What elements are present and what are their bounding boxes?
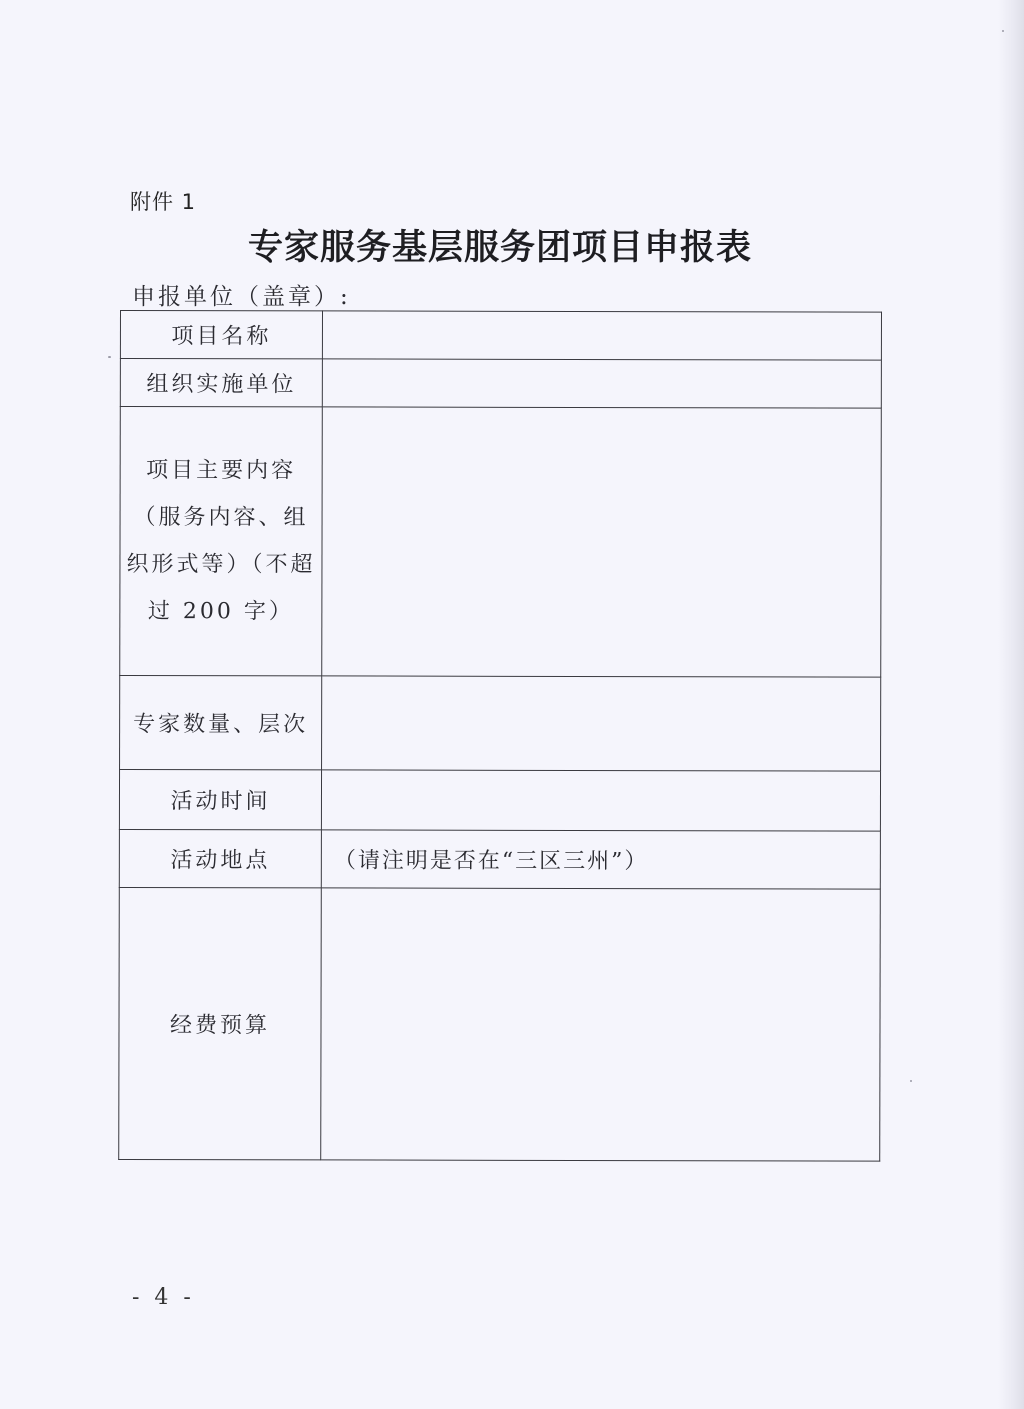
page-edge [998, 0, 1024, 1409]
table-row [119, 770, 880, 832]
scan-speck [1002, 30, 1004, 32]
table-row [120, 311, 881, 361]
document-title: 专家服务基层服务团项目申报表 [247, 227, 752, 268]
scan-speck [108, 356, 111, 358]
budget-field[interactable] [321, 888, 881, 1161]
attachment-label: 附件 1 [130, 190, 197, 214]
table-row [120, 407, 882, 678]
expert-count-label: 专家数量、层次 [120, 676, 322, 770]
main-content-label [120, 407, 323, 676]
main-content-label-line: （服务内容、组 [133, 505, 309, 531]
activity-time-field[interactable] [321, 770, 880, 831]
project-name-field[interactable] [322, 311, 881, 360]
table-row [119, 829, 880, 889]
application-form-table [118, 310, 882, 1162]
main-content-label-line: 项目主要内容 [146, 458, 297, 484]
project-name-label: 项目名称 [120, 311, 322, 359]
applicant-unit-label: 申报单位（盖章）: [132, 284, 351, 310]
main-content-label-line: 过 200 字） [147, 599, 294, 625]
scan-speck [910, 1080, 912, 1082]
table-row [119, 887, 881, 1161]
activity-time-label: 活动时间 [119, 770, 321, 830]
budget-label: 经费预算 [119, 887, 322, 1159]
main-content-field[interactable] [322, 407, 882, 677]
table-row [120, 359, 881, 409]
organizer-field[interactable] [322, 359, 881, 408]
expert-count-field[interactable] [322, 676, 881, 771]
organizer-label: 组织实施单位 [120, 359, 322, 407]
page-number: - 4 - [132, 1285, 195, 1310]
activity-location-field[interactable]: （请注明是否在“三区三州”） [321, 830, 880, 889]
activity-location-label: 活动地点 [119, 829, 321, 887]
main-content-label-line: 织形式等）（不超 [126, 552, 316, 578]
table-row [120, 676, 881, 772]
